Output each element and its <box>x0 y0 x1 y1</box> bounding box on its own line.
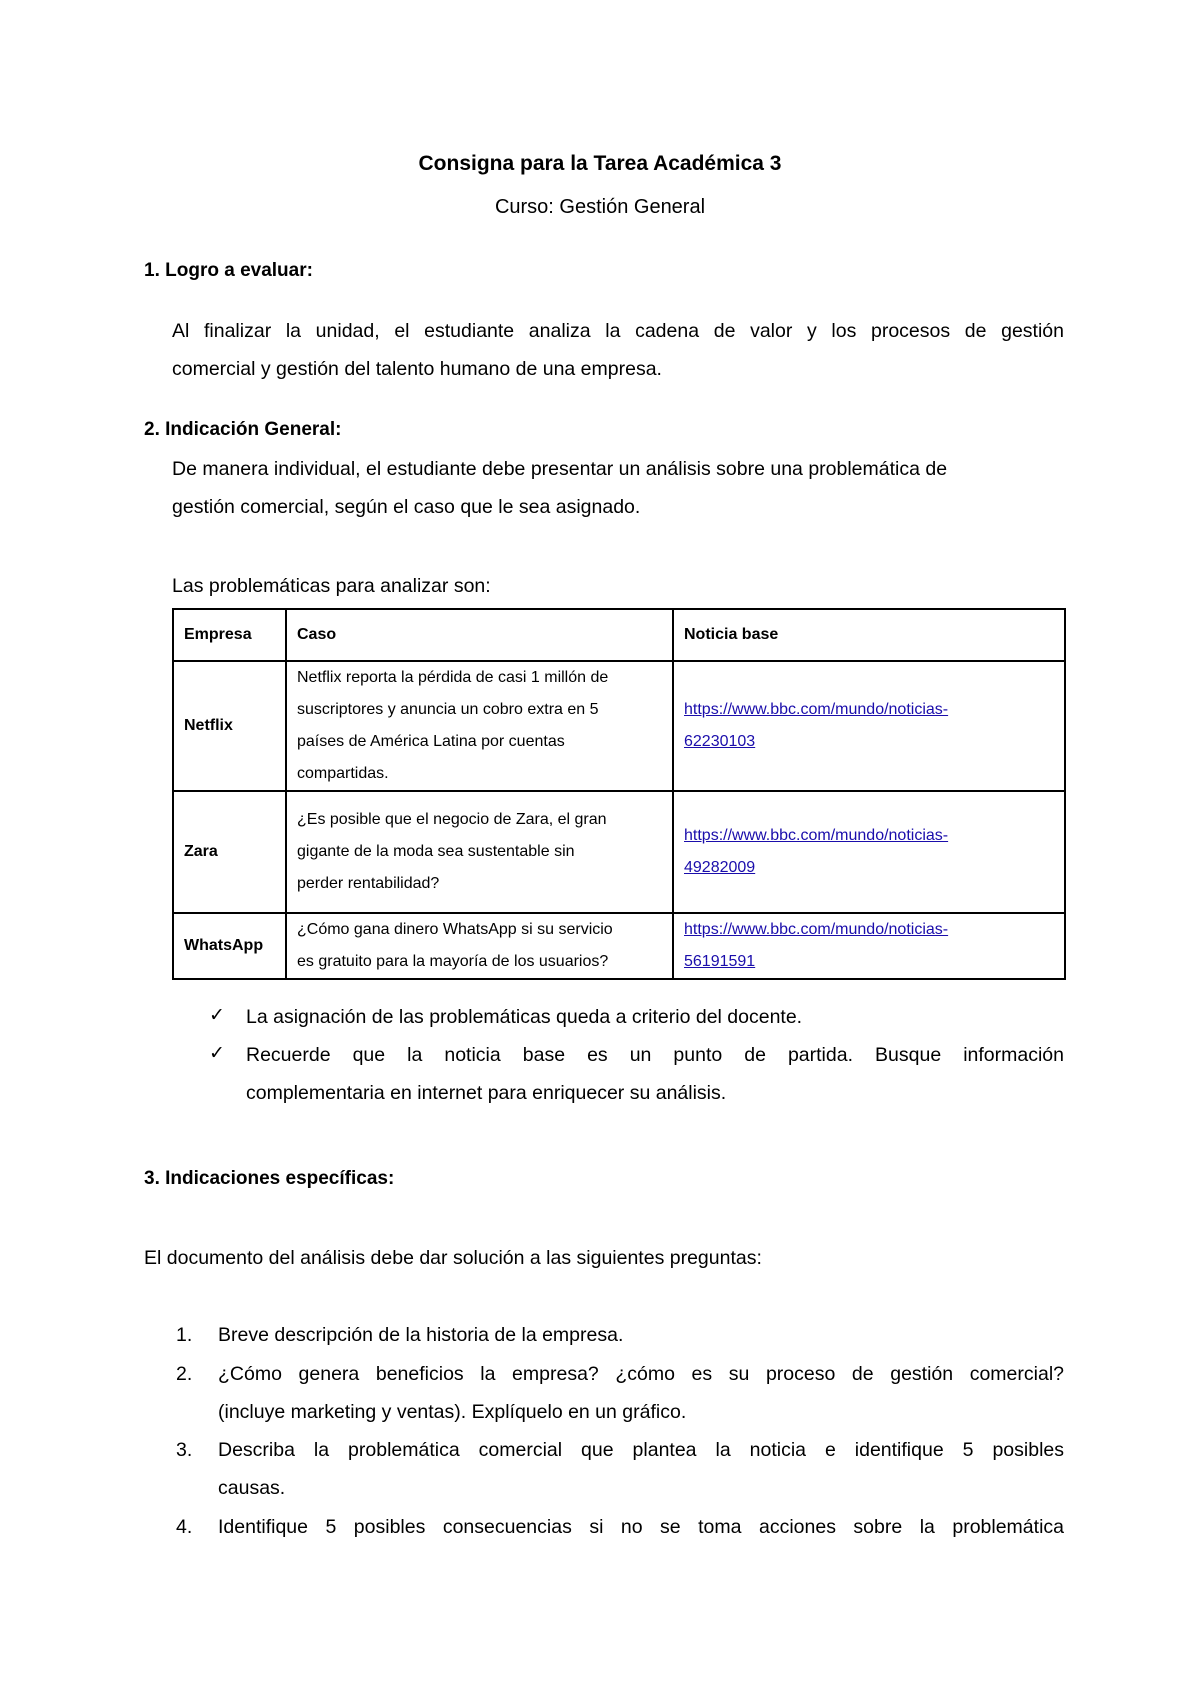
empresa-cell: Netflix <box>173 661 286 791</box>
news-link[interactable] <box>684 921 948 970</box>
course-subtitle: Curso: Gestión General <box>494 196 706 218</box>
news-link-part[interactable]: 62230103 <box>684 733 756 750</box>
empresa-cell: WhatsApp <box>173 913 286 979</box>
section-1-heading: 1. Logro a evaluar: <box>144 260 313 281</box>
section-3-intro: El documento del análisis debe dar solución a las siguientes preguntas: <box>144 1247 762 1269</box>
caso-line: perder rentabilidad? <box>297 875 440 892</box>
section-1-text-line1: Al finalizar la unidad, el estudiante analiza la cadena de valor y los procesos de gestión <box>172 320 1064 342</box>
problems-intro: Las problemáticas para analizar son: <box>172 575 491 597</box>
section-2-text-line1: De manera individual, el estudiante debe presentar un análisis sobre una problemática de <box>172 458 948 480</box>
note-1: La asignación de las problemáticas queda a criterio del docente. <box>246 1006 803 1028</box>
question-line: Breve descripción de la historia de la empresa. <box>218 1324 624 1346</box>
header-noticia: Noticia base <box>673 609 1065 661</box>
problems-table <box>172 608 1066 980</box>
question-line: (incluye marketing y ventas). Explíquelo en un gráfico. <box>218 1401 687 1423</box>
news-link-part[interactable]: https://www.bbc.com/mundo/noticias- <box>684 827 949 844</box>
header-caso: Caso <box>286 609 673 661</box>
news-link-part[interactable]: 49282009 <box>684 859 756 876</box>
caso-line: suscriptores y anuncia un cobro extra en 5 <box>297 701 599 718</box>
section-2-text-line2: gestión comercial, según el caso que le sea asignado. <box>172 496 641 518</box>
note-2-line2: complementaria en internet para enriquecer su análisis. <box>246 1082 727 1104</box>
question-number: 4. <box>176 1516 193 1538</box>
news-link-part[interactable]: 56191591 <box>684 953 756 970</box>
table-row <box>173 661 1065 791</box>
caso-cell <box>286 661 673 791</box>
caso-line: ¿Cómo gana dinero WhatsApp si su servicio <box>297 921 613 938</box>
question-number: 1. <box>176 1324 193 1346</box>
link-cell <box>673 913 1065 979</box>
section-3-heading: 3. Indicaciones específicas: <box>144 1168 395 1189</box>
table-row <box>173 913 1065 979</box>
section-2-heading: 2. Indicación General: <box>144 419 342 440</box>
empresa-cell: Zara <box>173 791 286 913</box>
page-title: Consigna para la Tarea Académica 3 <box>418 152 782 175</box>
caso-line: compartidas. <box>297 765 389 782</box>
question-number: 3. <box>176 1439 193 1461</box>
caso-line: países de América Latina por cuentas <box>297 733 565 750</box>
news-link[interactable] <box>684 827 948 876</box>
caso-line: ¿Es posible que el negocio de Zara, el gran <box>297 811 607 828</box>
link-cell <box>673 661 1065 791</box>
caso-line: es gratuito para la mayoría de los usuarios? <box>297 953 609 970</box>
caso-line: gigante de la moda sea sustentable sin <box>297 843 575 860</box>
note-2-line1: Recuerde que la noticia base es un punto de partida. Busque información <box>246 1044 1064 1066</box>
question-line: Describa la problemática comercial que plantea la noticia e identifique 5 posibles <box>218 1439 1064 1461</box>
news-link-part[interactable]: https://www.bbc.com/mundo/noticias- <box>684 701 949 718</box>
section-1-text-line2: comercial y gestión del talento humano de una empresa. <box>172 358 662 380</box>
news-link-part[interactable]: https://www.bbc.com/mundo/noticias- <box>684 921 949 938</box>
caso-line: Netflix reporta la pérdida de casi 1 millón de <box>297 669 609 686</box>
table-header-row <box>173 609 1065 661</box>
link-cell <box>673 791 1065 913</box>
checkmark-icon: ✓ <box>209 1043 225 1064</box>
news-link[interactable] <box>684 701 948 750</box>
table-row <box>173 791 1065 913</box>
question-number: 2. <box>176 1363 193 1385</box>
question-line: ¿Cómo genera beneficios la empresa? ¿cómo es su proceso de gestión comercial? <box>218 1363 1064 1385</box>
question-line: causas. <box>218 1477 286 1499</box>
question-line: Identifique 5 posibles consecuencias si no se toma acciones sobre la problemática <box>218 1516 1064 1538</box>
header-empresa: Empresa <box>173 609 286 661</box>
caso-cell <box>286 913 673 979</box>
checkmark-icon: ✓ <box>209 1005 225 1026</box>
caso-cell <box>286 791 673 913</box>
